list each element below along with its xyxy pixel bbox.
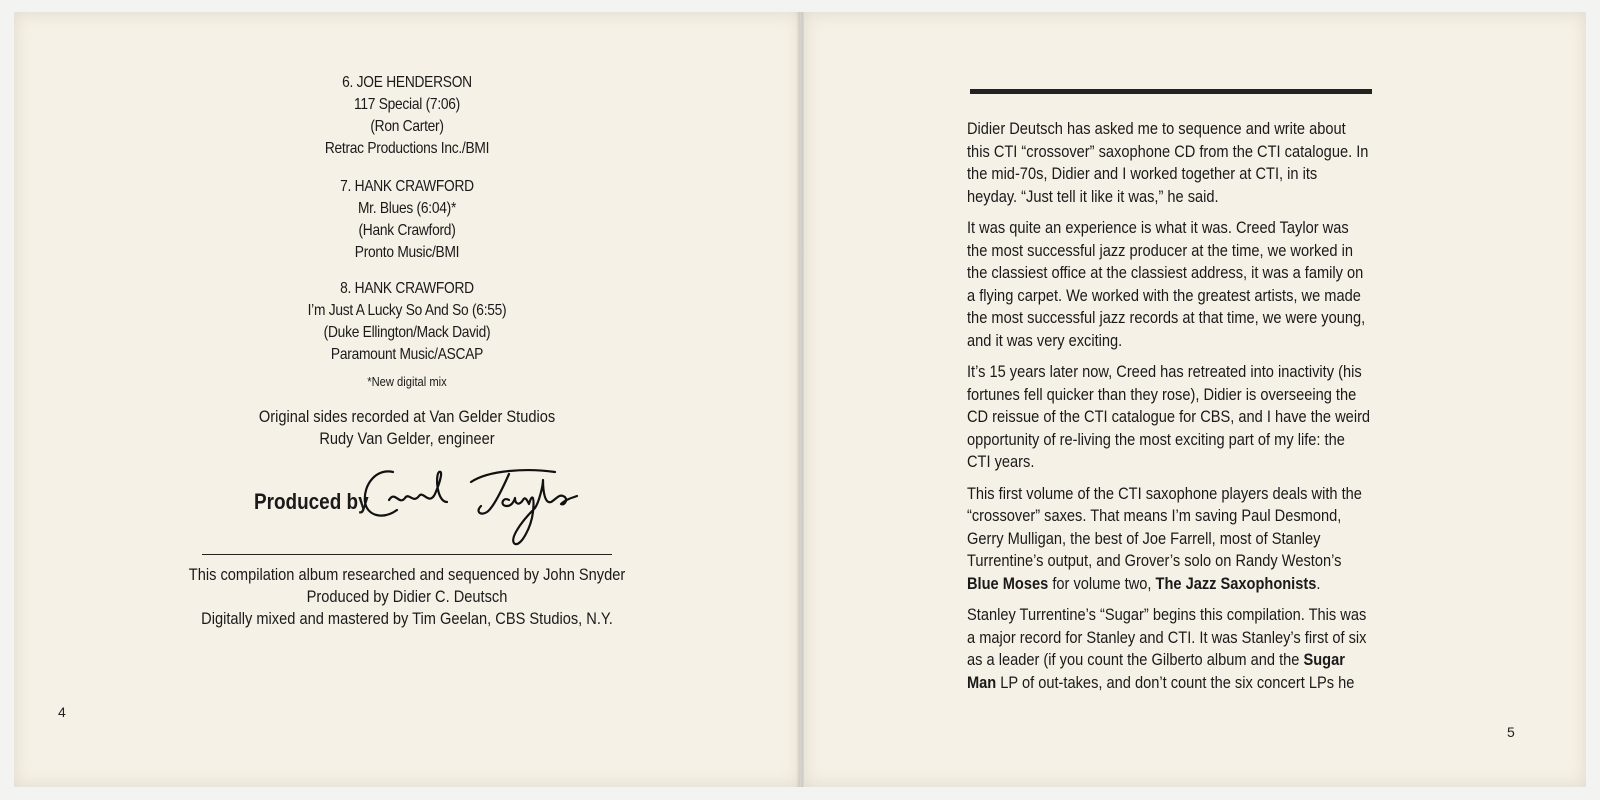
credit-line-2: Produced by Didier C. Deutsch xyxy=(306,587,508,606)
paragraph xyxy=(967,483,1371,596)
top-rule xyxy=(970,89,1372,94)
track-6 xyxy=(14,72,800,160)
paragraph: Didier Deutsch has asked me to sequence and write about this CTI “crossover” saxophone CD from the CTI catalogue. In the mid-70s, Didier and I worked together at CTI, in its heyday. “Just tell it like it was,” he said. xyxy=(967,119,1369,206)
album-title-blue-moses: Blue Moses xyxy=(967,573,1049,593)
recorded-line-2: Rudy Van Gelder, engineer xyxy=(319,429,495,448)
paragraph-text: This first volume of the CTI saxophone players deals with the “crossover” saxes. That means I’m saving Paul Desmond, Gerry Mulligan, the best of Joe Farrell, most of Stanley Turrentine’s output, and Grover’s solo on Randy Weston’s xyxy=(967,483,1362,570)
track-publisher: Pronto Music/BMI xyxy=(354,244,460,261)
track-8 xyxy=(14,278,800,366)
page-number-right: 5 xyxy=(1507,724,1515,740)
track-publisher: Retrac Productions Inc./BMI xyxy=(324,140,490,157)
recorded-line-1: Original sides recorded at Van Gelder Studios xyxy=(258,407,556,426)
paragraph: It was quite an experience is what it was. Creed Taylor was the most successful jazz producer at the time, we worked in the classiest office at the classiest address, it was a family on a flying carpet. We worked with the greatest artists, we made the most successful jazz records at that time, we were young, and it was very exciting. xyxy=(967,218,1366,350)
credits-divider xyxy=(202,554,612,555)
new-digital-mix-note: *New digital mix xyxy=(367,374,447,389)
paragraph-text: . xyxy=(1316,573,1321,593)
right-page xyxy=(804,12,1586,787)
track-title: I’m Just A Lucky So And So (6:55) xyxy=(307,302,507,319)
page-number-left: 4 xyxy=(58,704,66,720)
track-heading: 8. HANK CRAWFORD xyxy=(340,280,474,297)
liner-notes-body xyxy=(967,118,1371,703)
album-title-sugar-man: Sugar Man xyxy=(967,650,1345,692)
compilation-credits xyxy=(14,564,800,630)
paragraph: It’s 15 years later now, Creed has retreated into inactivity (his fortunes fell quicker than they rose), Didier is overseeing the CD reissue of the CTI catalogue for CBS, and I have the weird opportunity of re-living the most exciting part of my life: the CTI years. xyxy=(967,362,1371,471)
album-title-jazz-saxophonists: The Jazz Saxophonists xyxy=(1155,573,1317,593)
paragraph xyxy=(967,604,1371,694)
track-title: Mr. Blues (6:04)* xyxy=(357,200,457,217)
track-7 xyxy=(14,176,800,264)
credit-line-1: This compilation album researched and sequenced by John Snyder xyxy=(188,565,626,584)
left-page xyxy=(14,12,800,787)
paragraph-text: LP of out-takes, and don’t count the six concert LPs he xyxy=(996,672,1355,692)
track-composer: (Ron Carter) xyxy=(370,118,444,135)
paragraph-text: for volume two, xyxy=(1048,573,1156,593)
paragraph-text: Stanley Turrentine’s “Sugar” begins this compilation. This was a major record for Stanley and CTI. It was Stanley’s first of six as a leader (if you count the Gilberto album and the xyxy=(967,605,1367,669)
produced-by-label: Produced by xyxy=(254,489,369,514)
recording-info xyxy=(14,406,800,450)
track-heading: 6. JOE HENDERSON xyxy=(342,74,472,91)
track-heading: 7. HANK CRAWFORD xyxy=(340,178,474,195)
producer-signature xyxy=(359,462,599,554)
credit-line-3: Digitally mixed and mastered by Tim Geelan, CBS Studios, N.Y. xyxy=(201,609,613,628)
track-composer: (Hank Crawford) xyxy=(358,222,456,239)
track-publisher: Paramount Music/ASCAP xyxy=(330,346,484,363)
track-composer: (Duke Ellington/Mack David) xyxy=(323,324,491,341)
track-title: 117 Special (7:06) xyxy=(353,96,461,113)
